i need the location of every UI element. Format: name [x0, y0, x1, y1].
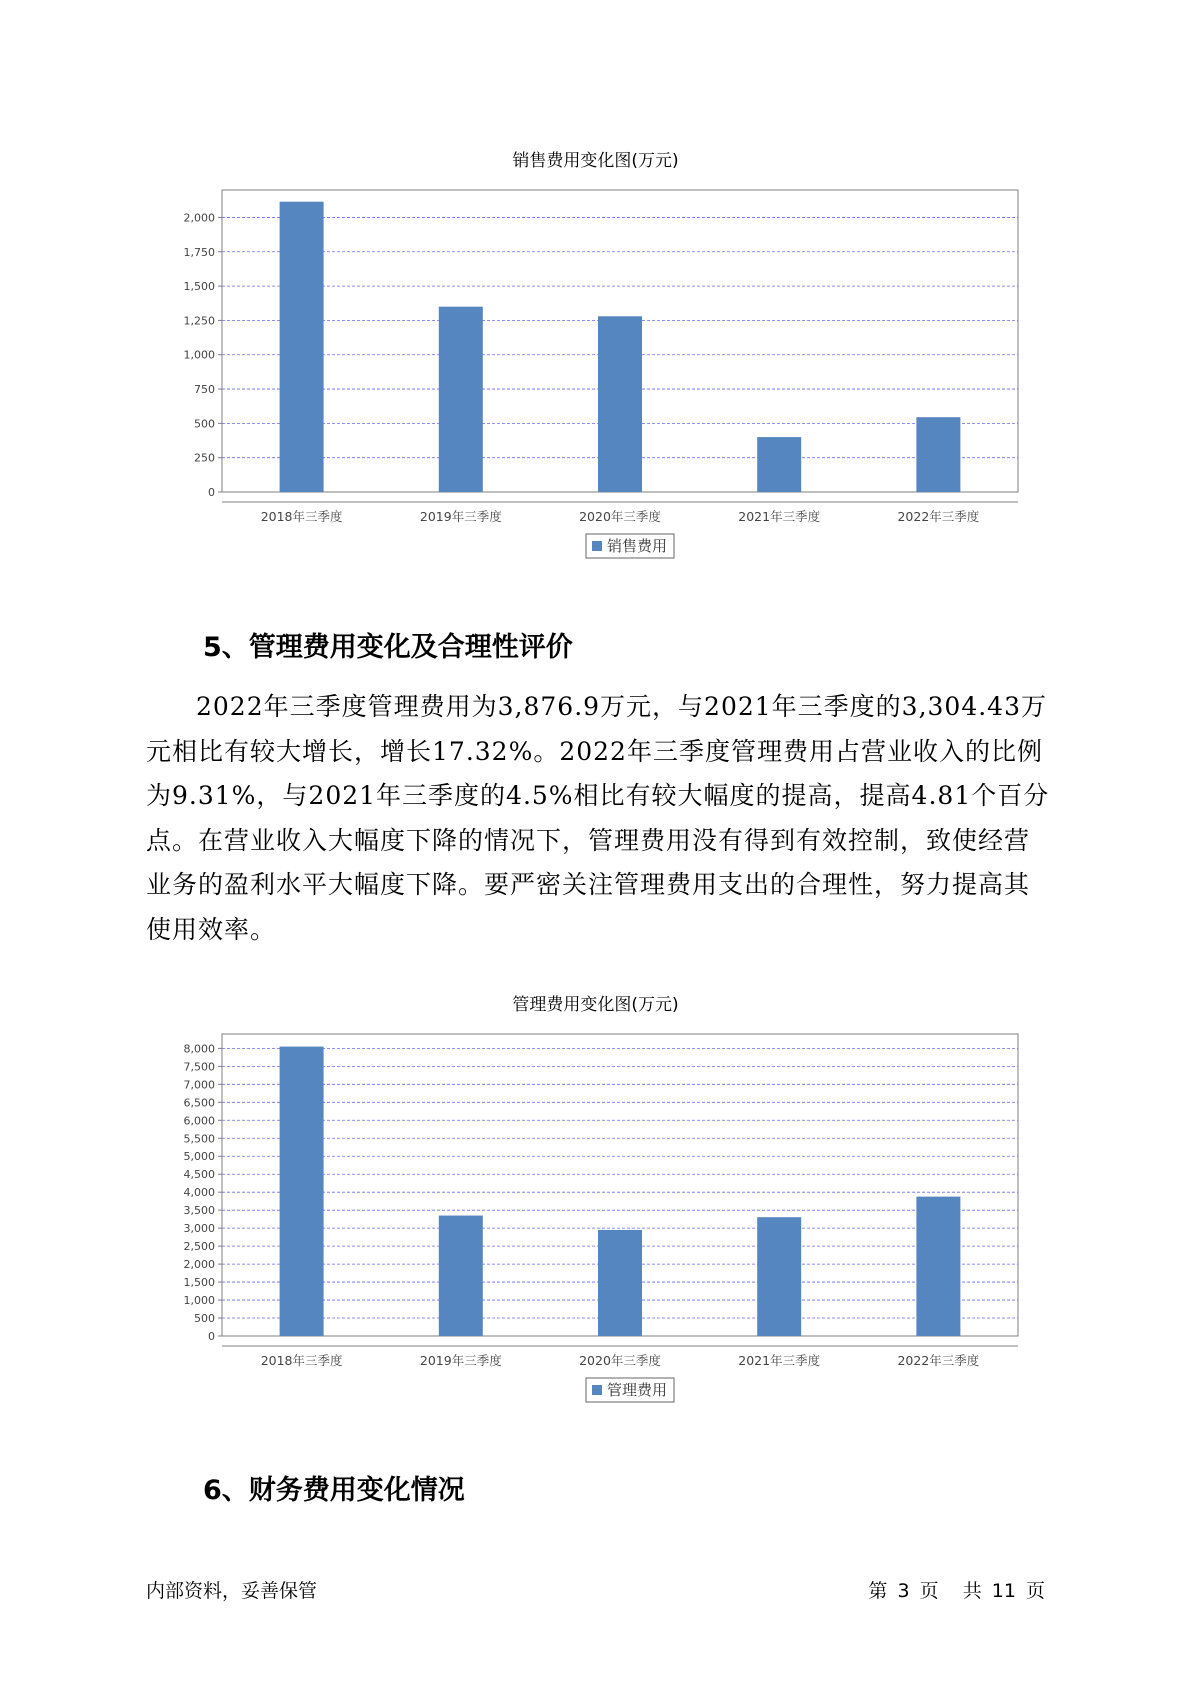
legend-label: 管理费用 — [607, 1381, 668, 1399]
y-tick-label: 1,750 — [183, 245, 215, 259]
y-tick-label: 1,250 — [183, 314, 215, 328]
bar — [916, 1197, 960, 1336]
bar — [439, 1216, 483, 1336]
y-tick-label: 2,500 — [183, 1240, 215, 1254]
y-tick-label: 750 — [194, 383, 215, 397]
footer-confidential: 内部资料，妥善保管 — [146, 1580, 318, 1602]
y-tick-label: 4,000 — [183, 1186, 215, 1200]
sales-chart — [150, 180, 1030, 600]
x-tick-label: 2018年三季度 — [260, 509, 343, 524]
y-tick-label: 4,500 — [183, 1168, 215, 1182]
legend-swatch — [592, 541, 602, 551]
bar — [757, 437, 801, 492]
sales-chart-title: 销售费用变化图(万元) — [512, 151, 679, 171]
bar — [280, 1047, 324, 1336]
y-tick-label: 3,000 — [183, 1222, 215, 1236]
legend — [586, 534, 674, 558]
x-tick-label: 2020年三季度 — [579, 509, 661, 524]
bar — [757, 1217, 801, 1336]
y-tick-label: 500 — [194, 417, 215, 431]
y-tick-label: 6,500 — [183, 1096, 215, 1110]
y-tick-label: 8,000 — [183, 1042, 215, 1056]
y-tick-label: 500 — [194, 1312, 215, 1326]
footer-page: 3 — [897, 1580, 910, 1602]
x-tick-label: 2020年三季度 — [579, 1353, 661, 1368]
footer-total: 11 — [991, 1580, 1016, 1602]
section5-paragraph: 2022年三季度管理费用为3,876.9万元，与2021年三季度的3,304.43万元相比有较大增长，增长17.32%。2022年三季度管理费用占营业收入的比例为9.31%，与2021年三季度的4.5%相比有较大幅度的提高，提高4.81个百分点。在营业收入大幅度下降的情况下，管理费用没有得到有效控制，致使经营业务的盈利水平大幅度下降。要严密关注管理费用支出的合理性，努力提高其使用效率。 — [146, 692, 1050, 944]
bar — [439, 307, 483, 492]
bar — [598, 316, 642, 492]
y-tick-label: 5,000 — [183, 1150, 215, 1164]
footer-total-prefix: 共 — [962, 1580, 982, 1602]
bar — [280, 202, 324, 492]
footer-page-number — [864, 1576, 1045, 1603]
y-tick-label: 3,500 — [183, 1204, 215, 1218]
x-tick-label: 2021年三季度 — [738, 509, 821, 524]
y-tick-label: 1,000 — [183, 348, 215, 362]
y-tick-label: 1,500 — [183, 280, 215, 294]
legend-swatch — [592, 1385, 602, 1395]
y-tick-label: 6,000 — [183, 1114, 215, 1128]
admin-chart-title: 管理费用变化图(万元) — [512, 995, 679, 1015]
y-tick-label: 1,500 — [183, 1276, 215, 1290]
y-tick-label: 250 — [194, 451, 215, 465]
y-tick-label: 2,000 — [183, 211, 215, 225]
admin-chart — [150, 1024, 1030, 1444]
y-tick-label: 1,000 — [183, 1294, 215, 1308]
bar — [598, 1230, 642, 1336]
x-tick-label: 2021年三季度 — [738, 1353, 821, 1368]
x-tick-label: 2022年三季度 — [897, 509, 980, 524]
x-tick-label: 2019年三季度 — [419, 509, 502, 524]
legend — [586, 1378, 674, 1402]
x-tick-label: 2019年三季度 — [419, 1353, 502, 1368]
y-tick-label: 2,000 — [183, 1258, 215, 1272]
y-tick-label: 7,500 — [183, 1060, 215, 1074]
section6-heading: 6、财务费用变化情况 — [203, 1475, 465, 1506]
section5-heading: 5、管理费用变化及合理性评价 — [203, 632, 573, 663]
y-tick-label: 7,000 — [183, 1078, 215, 1092]
bar — [916, 417, 960, 492]
legend-label: 销售费用 — [607, 537, 668, 555]
x-tick-label: 2022年三季度 — [897, 1353, 980, 1368]
x-tick-label: 2018年三季度 — [260, 1353, 343, 1368]
footer-page-suffix: 页 — [919, 1580, 939, 1602]
footer-total-suffix: 页 — [1025, 1580, 1045, 1602]
y-tick-label: 5,500 — [183, 1132, 215, 1146]
y-tick-label: 0 — [208, 486, 215, 499]
footer-page-prefix: 第 — [868, 1580, 888, 1602]
y-tick-label: 0 — [208, 1330, 215, 1343]
